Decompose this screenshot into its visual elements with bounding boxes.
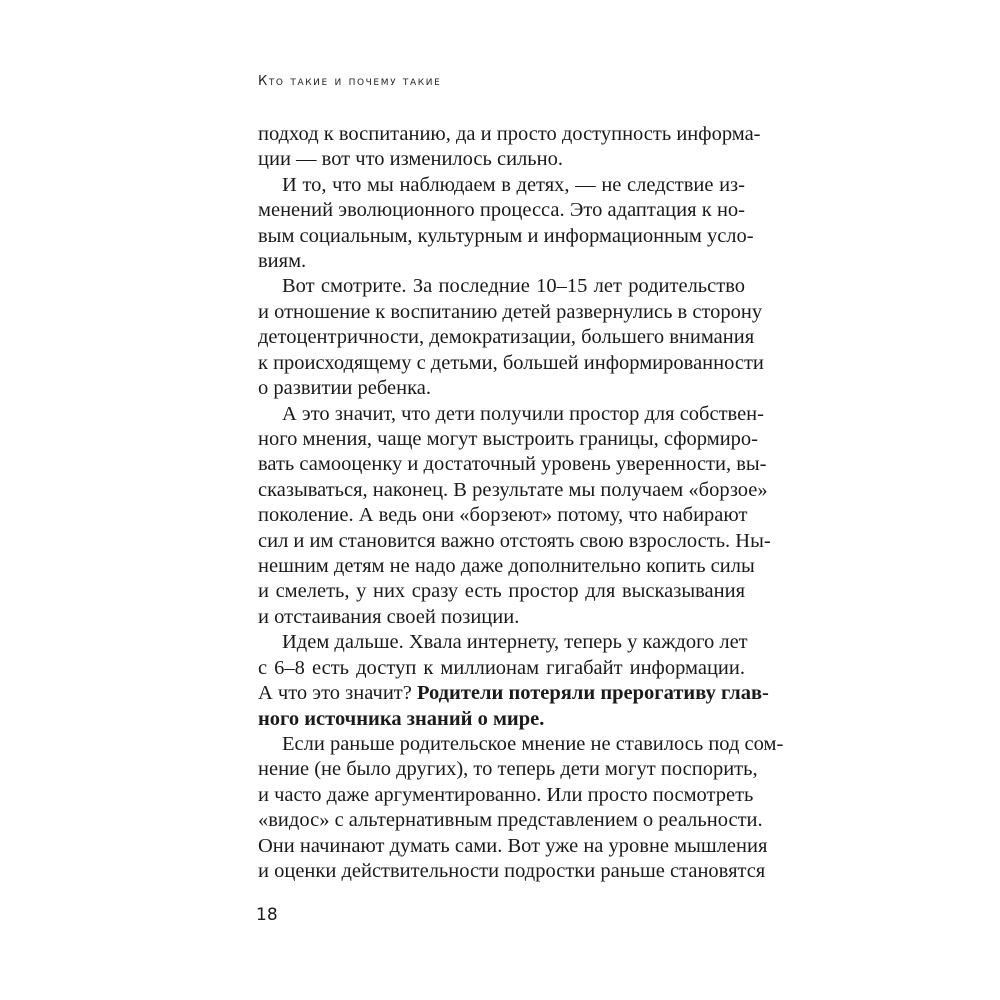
text-line: Вот смотрите. За последние 10–15 лет родительство (282, 275, 745, 297)
text-fragment: А что это значит? (258, 682, 412, 704)
bold-emphasis: Родители потеряли прерогативу глав- (416, 682, 769, 704)
text-line: Если раньше родительское мнение не ставилось под сом- (282, 733, 784, 755)
text-line: сил и им становится важно отстоять свою взрослость. Ны- (258, 530, 771, 552)
text-line: и отстаивания своей позиции. (258, 606, 520, 628)
running-head: Кто такие и почему такие (258, 74, 442, 89)
text-line: Они начинают думать сами. Вот уже на уровне мышления (258, 835, 768, 857)
text-line-mixed (258, 680, 769, 706)
text-line: сказываться, наконец. В результате мы получаем «борзое» (258, 479, 768, 501)
text-line: А это значит, что дети получили простор для собствен- (282, 403, 764, 425)
text-line: «видос» с альтернативным представлением о реальности. (258, 809, 763, 831)
text-line: И то, что мы наблюдаем в детях, — не следствие из- (282, 174, 745, 196)
text-line: вать самооценку и достаточный уровень уверенности, вы- (258, 453, 767, 475)
bold-emphasis-line: ного источника знаний о мире. (258, 708, 545, 730)
text-line: нешним детям не надо даже дополнительно копить силы (258, 555, 755, 577)
text-line: и оценки действительности подростки раньше становятся (258, 860, 766, 882)
text-line: нение (не было других), то теперь дети могут поспорить, (258, 758, 758, 780)
text-line: менений эволюционного процесса. Это адаптация к но- (258, 199, 745, 221)
text-line: с 6–8 есть доступ к миллионам гигабайт информации. (258, 657, 745, 679)
text-line: ного мнения, чаще могут выстроить границы, сформиро- (258, 428, 758, 450)
text-line: ции — вот что изменилось сильно. (258, 148, 563, 170)
text-line: детоцентричности, демократизации, большего внимания (258, 326, 755, 348)
text-line: подход к воспитанию, да и просто доступность информа- (258, 123, 761, 145)
text-line: о развитии ребенка. (258, 377, 431, 399)
text-line: к происходящему с детьми, большей информированности (258, 352, 764, 374)
text-line: виям. (258, 250, 307, 272)
text-line: и часто даже аргументированно. Или просто посмотреть (258, 784, 754, 806)
page-number: 18 (256, 905, 278, 925)
text-line: и отношение к воспитанию детей развернулись в сторону (258, 301, 763, 323)
text-line: и смелеть, у них сразу есть простор для высказывания (258, 580, 745, 602)
text-line: Идем дальше. Хвала интернету, теперь у каждого лет (282, 631, 748, 653)
text-line: поколение. А ведь они «борзеют» потому, что набирают (258, 504, 748, 526)
text-line: вым социальным, культурным и информационным усло- (258, 225, 754, 247)
